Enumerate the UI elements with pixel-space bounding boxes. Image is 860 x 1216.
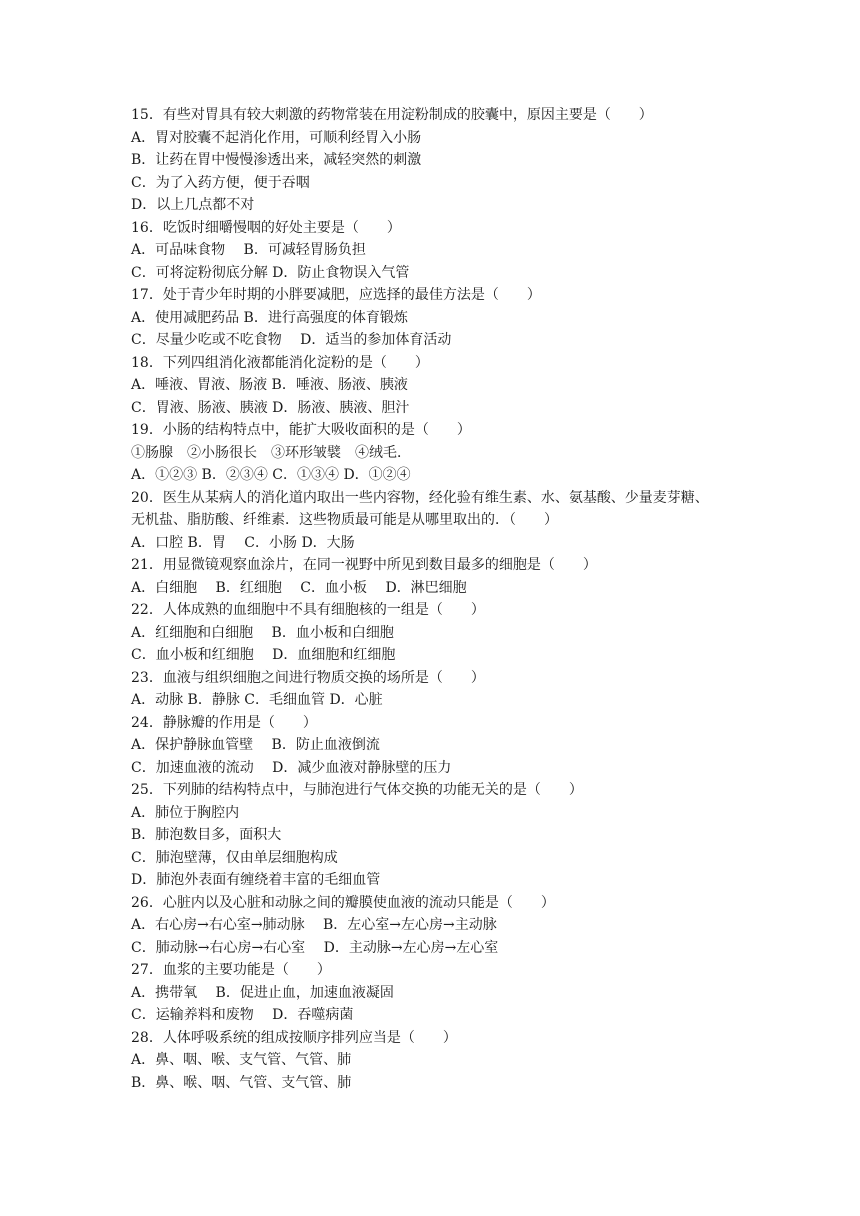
question-27-options-cd: C．运输养料和废物 D．吞噬病菌 [131,1007,354,1023]
question-24-options-ab: A．保护静脉血管壁 B．防止血液倒流 [131,737,380,753]
question-25-option-d: D．肺泡外表面有缠绕着丰富的毛细血管 [131,872,381,888]
question-19-options: A．①②③ B．②③④ C．①③④ D．①②④ [131,467,411,483]
question-20-stem-line-2: 无机盐、脂肪酸、纤维素．这些物质最可能是从哪里取出的．（ ） [131,512,558,528]
question-16-options-ab: A．可品味食物 B．可减轻胃肠负担 [131,242,366,258]
question-16-stem: 16．吃饭时细嚼慢咽的好处主要是（ ） [131,219,401,236]
question-27-options-ab: A．携带氧 B．促进止血，加速血液凝固 [131,984,394,1001]
question-25-stem: 25．下列肺的结构特点中，与肺泡进行气体交换的功能无关的是（ ） [131,782,583,798]
question-18-options-ab: A．唾液、胃液、肠液 B．唾液、肠液、胰液 [131,377,408,393]
question-22-options-cd: C．血小板和红细胞 D．血细胞和红细胞 [131,647,396,663]
question-27-stem: 27．血浆的主要功能是（ ） [131,962,331,978]
question-15-option-b: B．让药在胃中慢慢渗透出来，减轻突然的刺激 [131,152,422,168]
question-26-stem: 26．心脏内以及心脏和动脉之间的瓣膜使血液的流动只能是（ ） [131,894,555,911]
question-26-options-ab: A．右心房→右心室→肺动脉 B．左心室→左心房→主动脉 [131,917,497,933]
question-28-option-b: B．鼻、喉、咽、气管、支气管、肺 [131,1074,352,1091]
question-25-option-b: B．肺泡数目多，面积大 [131,827,282,843]
question-15-stem: 15．有些对胃具有较大刺激的药物常装在用淀粉制成的胶囊中，原因主要是（ ） [131,107,653,123]
question-18-options-cd: C．胃液、肠液、胰液 D．肠液、胰液、胆汁 [131,399,410,416]
question-25-option-c: C．肺泡壁薄，仅由单层细胞构成 [131,849,338,866]
question-21-stem: 21．用显微镜观察血涂片，在同一视野中所见到数目最多的细胞是（ ） [131,557,597,573]
question-17-options-ab: A．使用减肥药品 B．进行高强度的体育锻炼 [131,309,408,326]
question-22-options-ab: A．红细胞和白细胞 B．血小板和白细胞 [131,624,394,641]
question-list [131,104,741,1094]
question-23-stem: 23．血液与组织细胞之间进行物质交换的场所是（ ） [131,669,485,686]
question-26-options-cd: C．肺动脉→右心房→右心室 D．主动脉→左心房→左心室 [131,939,499,956]
question-15-option-a: A．胃对胶囊不起消化作用，可顺利经胃入小肠 [131,129,422,146]
question-28-stem: 28．人体呼吸系统的组成按顺序排列应当是（ ） [131,1029,457,1046]
question-20-options: A．口腔 B．胃 C．小肠 D．大肠 [131,534,355,551]
question-21-options: A．白细胞 B．红细胞 C．血小板 D．淋巴细胞 [131,579,467,596]
question-17-options-cd: C．尽量少吃或不吃食物 D．适当的参加体育活动 [131,332,452,348]
question-19-stem: 19．小肠的结构特点中，能扩大吸收面积的是（ ） [131,422,471,438]
question-22-stem: 22．人体成熟的血细胞中不具有细胞核的一组是（ ） [131,602,485,618]
question-23-options: A．动脉 B．静脉 C．毛细血管 D．心脏 [131,692,383,708]
question-25-option-a: A．肺位于胸腔内 [131,804,240,821]
question-15-option-d: D．以上几点都不对 [131,197,255,213]
question-17-stem: 17．处于青少年时期的小胖要减肥，应选择的最佳方法是（ ） [131,287,541,303]
question-15-option-c: C．为了入药方便，便于吞咽 [131,174,310,191]
question-20-stem-line-1: 20．医生从某病人的消化道内取出一些内容物，经化验有维生素、水、氨基酸、少量麦芽糖、 [131,489,709,506]
question-24-stem: 24．静脉瓣的作用是（ ） [131,714,317,731]
question-19-items: ①肠腺 ②小肠很长 ③环形皱襞 ④绒毛． [131,444,411,461]
question-28-option-a: A．鼻、咽、喉、支气管、气管、肺 [131,1052,352,1068]
question-24-options-cd: C．加速血液的流动 D．减少血液对静脉壁的压力 [131,759,452,776]
question-16-options-cd: C．可将淀粉彻底分解 D．防止食物误入气管 [131,264,410,281]
question-18-stem: 18．下列四组消化液都能消化淀粉的是（ ） [131,354,429,371]
